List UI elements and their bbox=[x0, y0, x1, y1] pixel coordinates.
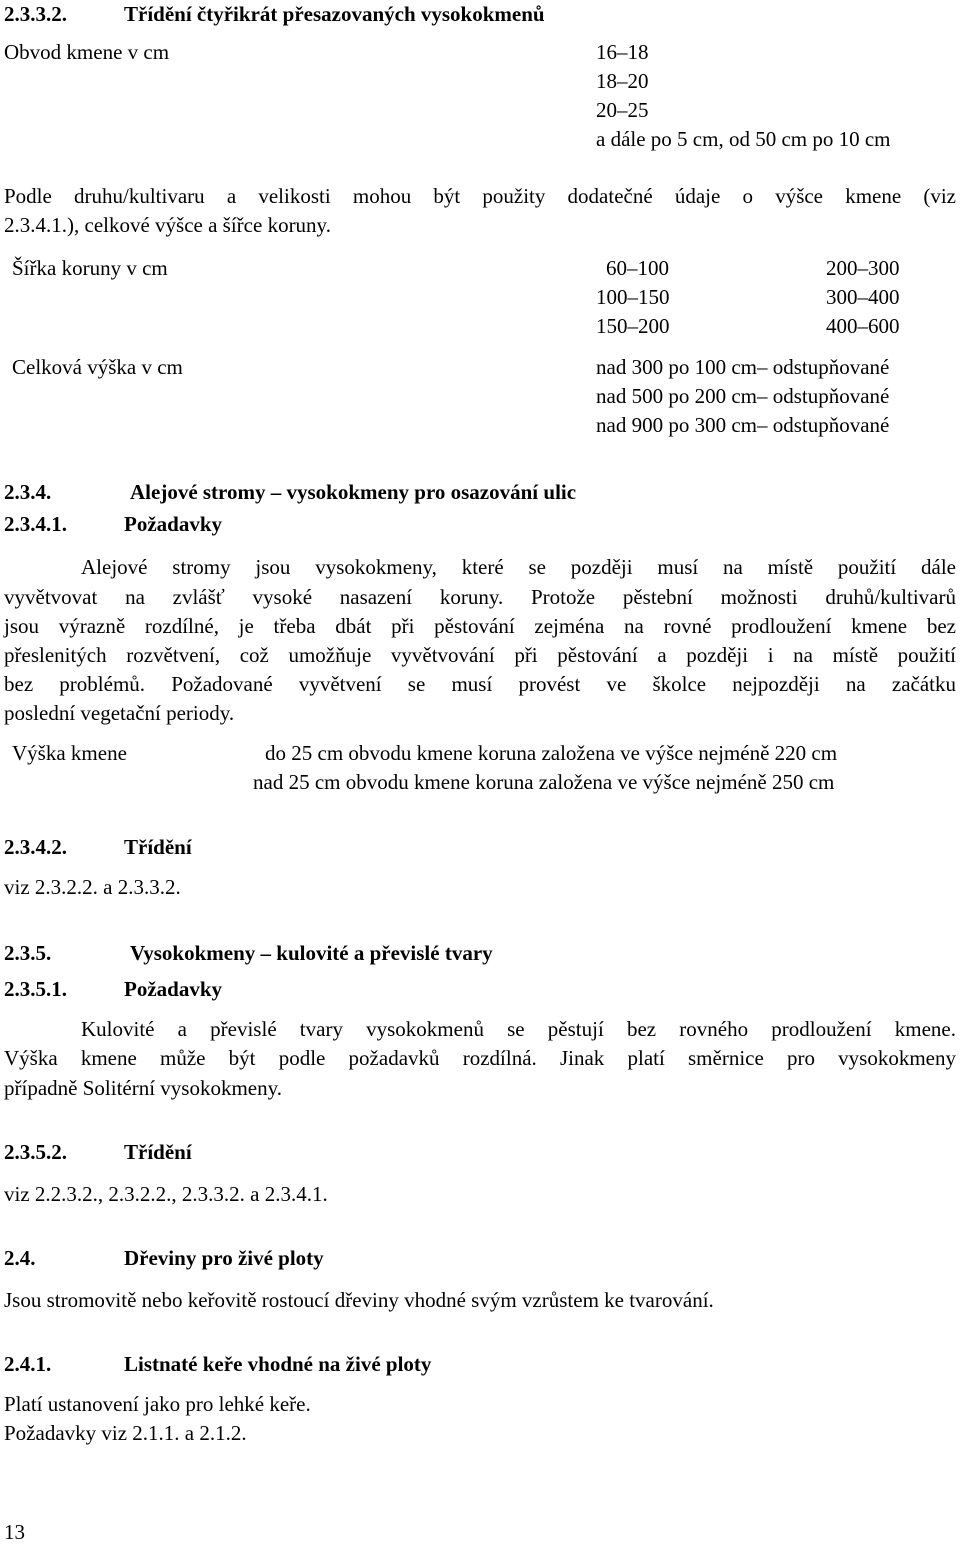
paragraph-line: Alejové stromy jsou vysokokmeny, které se později musí na místě použití dále bbox=[81, 555, 956, 579]
vyska-kmene-value: do 25 cm obvodu kmene koruna založena ve výšce nejméně 220 cm bbox=[265, 741, 838, 765]
obvod-value: 20–25 bbox=[596, 98, 649, 122]
section-number: 2.3.4. bbox=[4, 480, 52, 504]
section-title: Požadavky bbox=[124, 512, 223, 536]
section-title: Alejové stromy – vysokokmeny pro osazování ulic bbox=[130, 480, 577, 504]
sirka-value: 400–600 bbox=[826, 314, 900, 338]
paragraph-line: Kulovité a převislé tvary vysokokmenů se pěstují bez rovného prodloužení kmene. bbox=[81, 1017, 956, 1041]
obvod-label: Obvod kmene v cm bbox=[4, 40, 170, 64]
section-title: Listnaté keře vhodné na živé ploty bbox=[124, 1352, 432, 1376]
paragraph-line: Jsou stromovitě nebo keřovitě rostoucí dřeviny vhodné svým vzrůstem ke tvarování. bbox=[4, 1288, 714, 1312]
section-title: Třídění bbox=[124, 1140, 192, 1164]
section-number: 2.3.5. bbox=[4, 941, 52, 965]
paragraph-line: Výška kmene může být podle požadavků rozdílná. Jinak platí směrnice pro vysokokmeny bbox=[4, 1046, 956, 1070]
obvod-value: a dále po 5 cm, od 50 cm po 10 cm bbox=[596, 127, 891, 151]
section-number: 2.3.5.2. bbox=[4, 1140, 67, 1164]
paragraph-line: jsou výrazně rozdílné, je třeba dbát při pěstování zejména na rovné prodloužení kmene bez bbox=[4, 614, 956, 638]
vyska-label: Celková výška v cm bbox=[12, 355, 183, 379]
obvod-value: 16–18 bbox=[596, 40, 649, 64]
vyska-kmene-label: Výška kmene bbox=[12, 741, 127, 765]
vyska-value: nad 900 po 300 cm– odstupňované bbox=[596, 413, 890, 437]
reference-line: viz 2.3.2.2. a 2.3.3.2. bbox=[4, 875, 181, 899]
vyska-kmene-value: nad 25 cm obvodu kmene koruna založena ve výšce nejméně 250 cm bbox=[253, 770, 835, 794]
obvod-value: 18–20 bbox=[596, 69, 649, 93]
sirka-value: 60–100 bbox=[606, 256, 669, 280]
section-title: Vysokokmeny – kulovité a převislé tvary bbox=[130, 941, 493, 965]
section-title: Požadavky bbox=[124, 977, 223, 1001]
paragraph-line: 2.3.4.1.), celkové výšce a šířce koruny. bbox=[4, 213, 331, 237]
sirka-value: 300–400 bbox=[826, 285, 900, 309]
sirka-value: 150–200 bbox=[596, 314, 670, 338]
sirka-value: 200–300 bbox=[826, 256, 900, 280]
section-title: Dřeviny pro živé ploty bbox=[124, 1246, 324, 1270]
paragraph-line: poslední vegetační periody. bbox=[4, 701, 235, 725]
paragraph-line: Podle druhu/kultivaru a velikosti mohou být použity dodatečné údaje o výšce kmene (viz bbox=[4, 184, 956, 208]
section-title: Třídění čtyřikrát přesazovaných vysokokmenů bbox=[124, 2, 545, 26]
paragraph-line: případně Solitérní vysokokmeny. bbox=[4, 1076, 283, 1100]
section-number: 2.3.4.1. bbox=[4, 512, 67, 536]
page-number: 13 bbox=[4, 1520, 25, 1544]
vyska-value: nad 500 po 200 cm– odstupňované bbox=[596, 384, 890, 408]
section-number: 2.3.4.2. bbox=[4, 835, 67, 859]
section-number: 2.3.5.1. bbox=[4, 977, 67, 1001]
section-number: 2.4.1. bbox=[4, 1352, 52, 1376]
section-title: Třídění bbox=[124, 835, 192, 859]
paragraph-line: Platí ustanovení jako pro lehké keře. bbox=[4, 1392, 311, 1416]
sirka-label: Šířka koruny v cm bbox=[12, 256, 168, 280]
section-number: 2.3.3.2. bbox=[4, 2, 67, 26]
paragraph-line: přeslenitých rozvětvení, což umožňuje vyvětvování při pěstování a později i na místě použití bbox=[4, 643, 956, 667]
paragraph-line: vyvětvovat na zvlášť vysoké nasazení koruny. Protože pěstební možnosti druhů/kultivarů bbox=[4, 585, 956, 609]
reference-line: viz 2.2.3.2., 2.3.2.2., 2.3.3.2. a 2.3.4.1. bbox=[4, 1182, 328, 1206]
sirka-value: 100–150 bbox=[596, 285, 670, 309]
section-number: 2.4. bbox=[4, 1246, 36, 1270]
paragraph-line: bez problémů. Požadované vyvětvení se musí provést ve školce nejpozději na začátku bbox=[4, 672, 956, 696]
vyska-value: nad 300 po 100 cm– odstupňované bbox=[596, 355, 890, 379]
paragraph-line: Požadavky viz 2.1.1. a 2.1.2. bbox=[4, 1421, 247, 1445]
